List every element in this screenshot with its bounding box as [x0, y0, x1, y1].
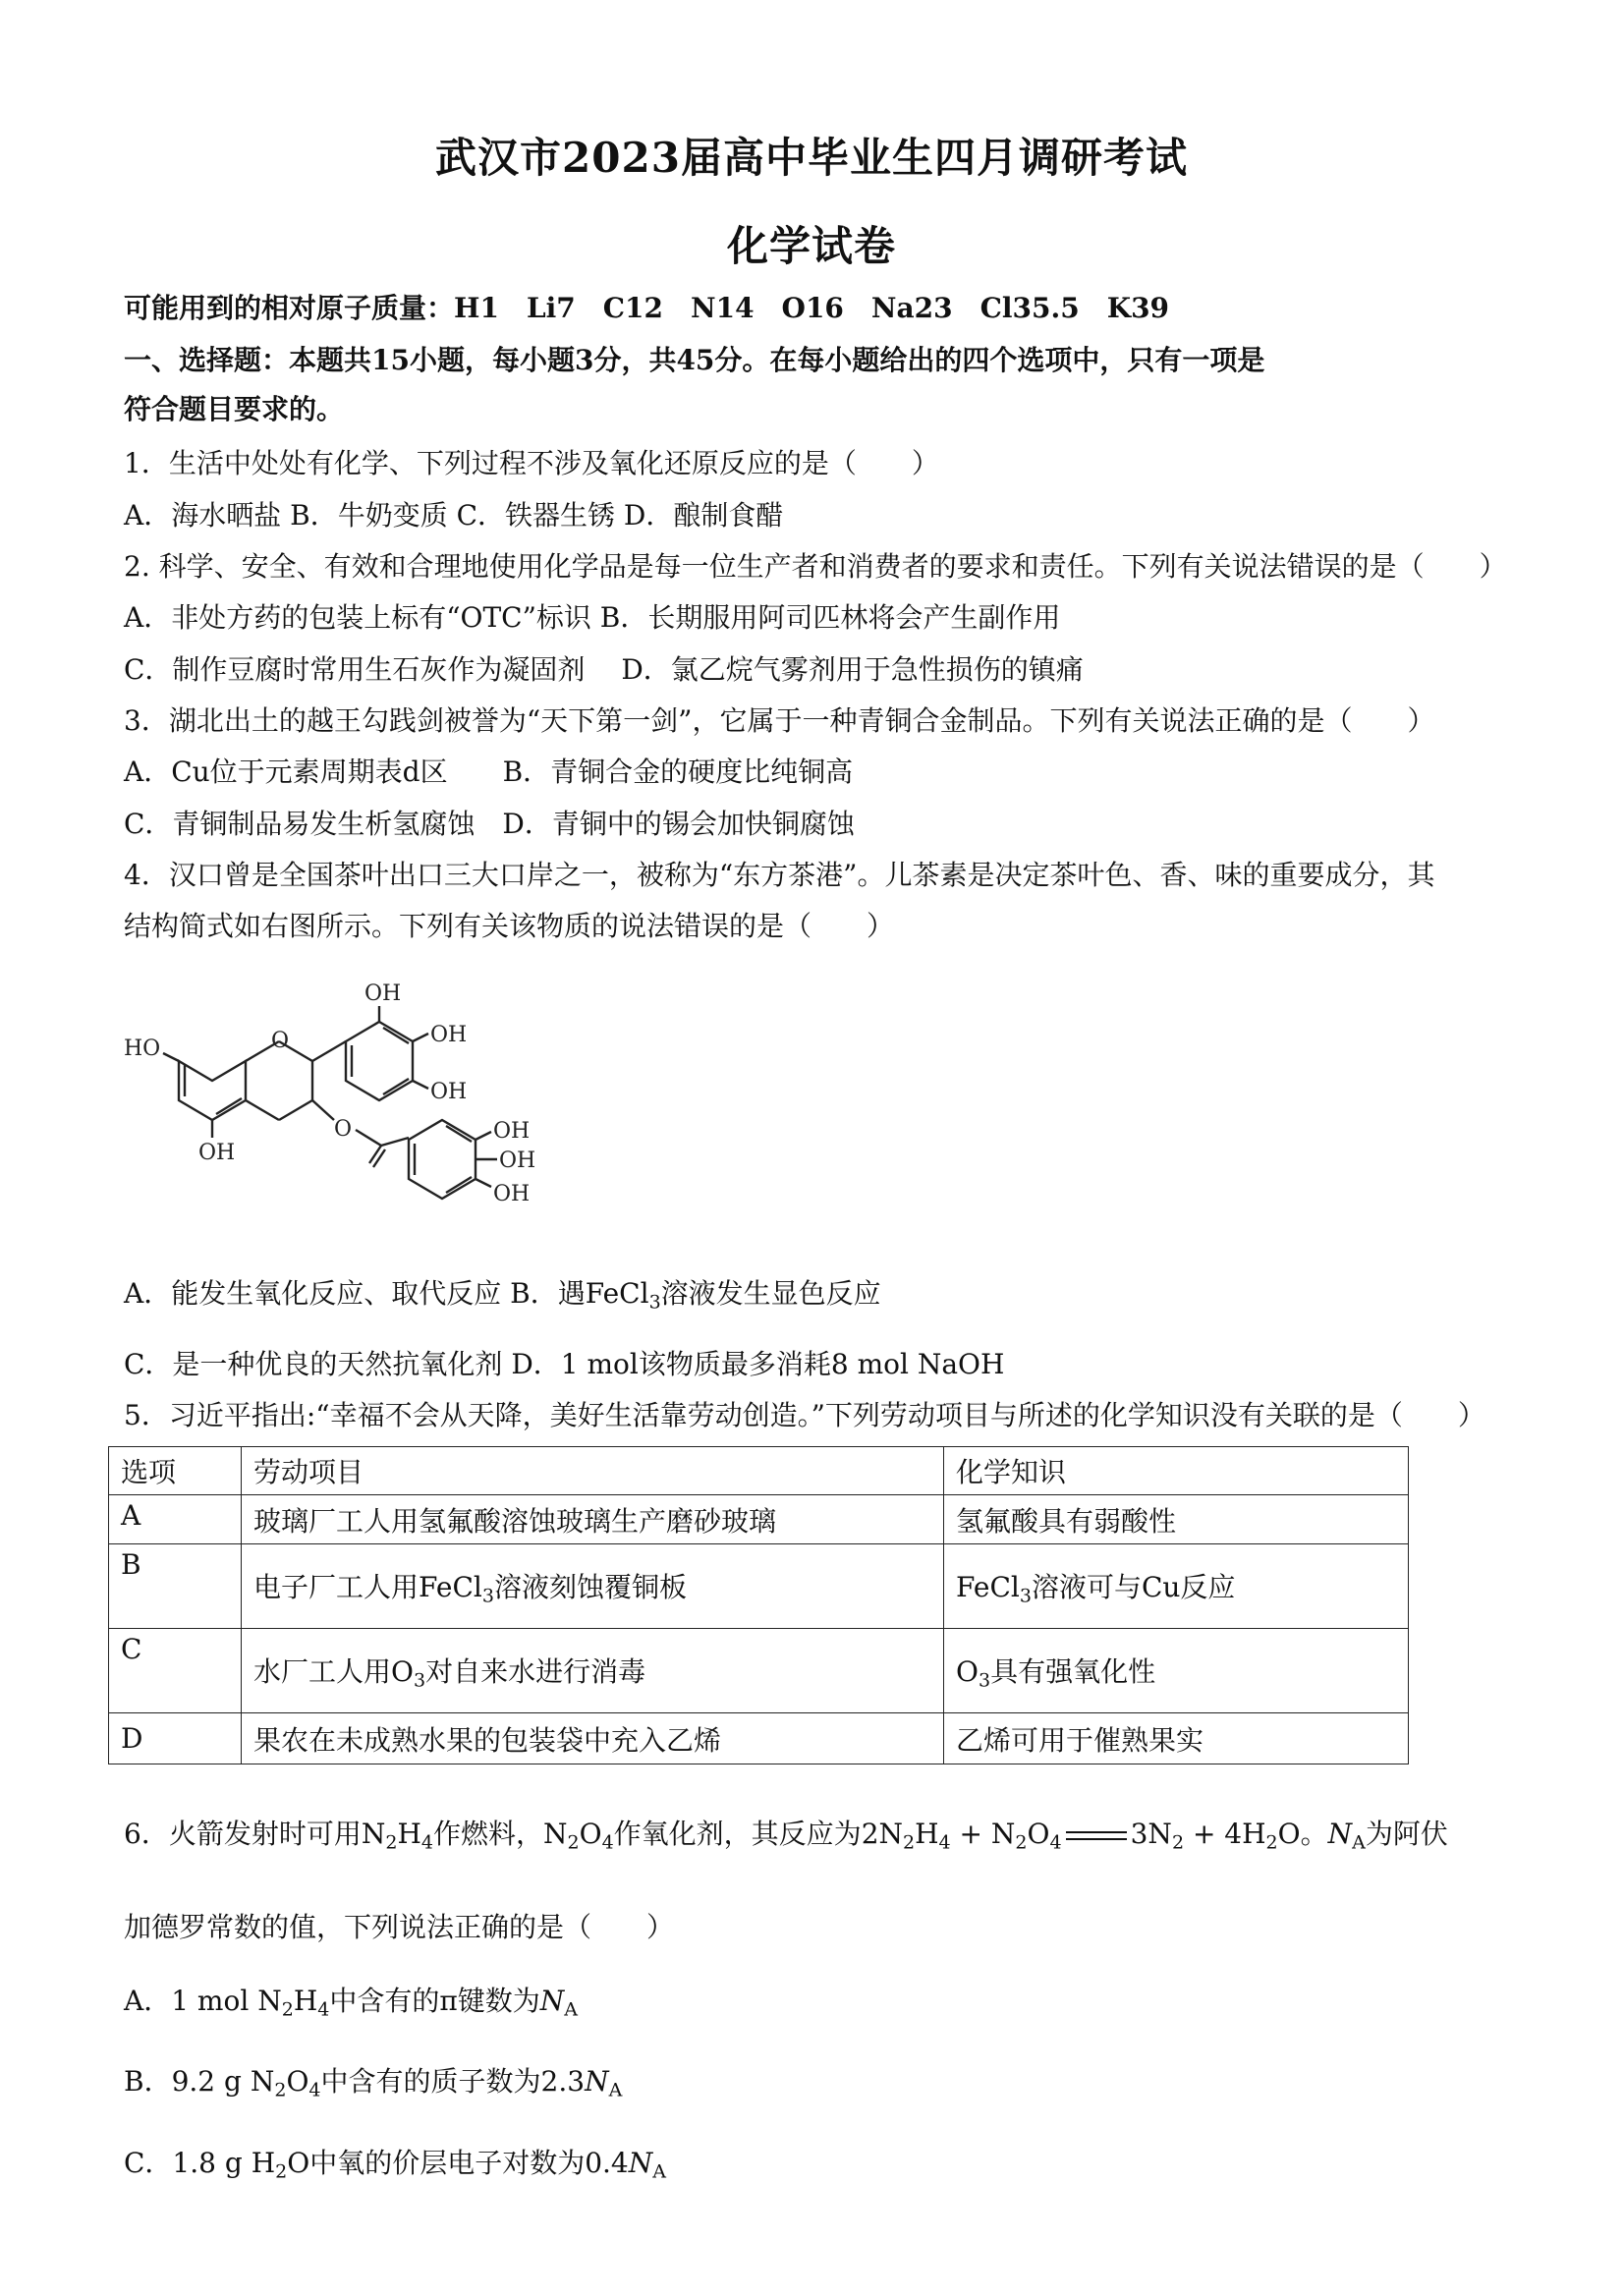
q6-optb-post: 中含有的质子数为2.3 [320, 2065, 586, 2098]
table-row [109, 1495, 1409, 1544]
q6-option-c: C．1.8 g $H_2O$中氧的价层电子对数为$0.4N_A$ [124, 2147, 666, 2183]
q4-options-cd: C．是一种优良的天然抗氧化剂 D．1 mol该物质最多消耗8 mol NaOH [124, 1348, 1005, 1380]
row-c-labor-formula: O [391, 1654, 414, 1688]
row-c-know-formula: O [956, 1654, 979, 1688]
row-b-option: B [109, 1544, 242, 1629]
header-knowledge: 化学知识 [944, 1447, 1409, 1495]
row-c-know-sub: 3 [978, 1669, 991, 1692]
row-c-option: C [109, 1629, 242, 1713]
q6-optc-pre: C．1.8 g [124, 2147, 252, 2179]
q6-pre: 6．火箭发射时可用 [124, 1818, 362, 1850]
row-c-know-post: 具有强氧化性 [990, 1654, 1156, 1688]
q6-na: 为阿伏 [1365, 1818, 1448, 1850]
q6-option-a: A．1 mol $N_2H_4$中含有的π键数为$N_A$ [124, 1985, 578, 2021]
row-b-labor-formula: FeCl [419, 1570, 482, 1603]
struct-g-oh-top: OH [493, 1119, 531, 1144]
struct-oh-right: OH [430, 1080, 468, 1104]
struct-g-oh-mid: OH [499, 1148, 536, 1173]
q3-options-cd: C．青铜制品易发生析氢腐蚀 D．青铜中的锡会加快铜腐蚀 [124, 808, 855, 840]
q6-oxid: 作氧化剂，其反应为 [613, 1818, 862, 1850]
q3-stem: 3．湖北出土的越王勾践剑被誉为“天下第一剑”，它属于一种青铜合金制品。下列有关说法正确的是（ ） [124, 704, 1435, 737]
struct-ester-o: O [334, 1117, 353, 1142]
q2-options-cd: C．制作豆腐时常用生石灰作为凝固剂 D．氯乙烷气雾剂用于急性损伤的镇痛 [124, 653, 1084, 686]
q4-stem-line2: 结构简式如右图所示。下列有关该物质的说法错误的是（ ） [124, 910, 895, 942]
row-b-knowledge [944, 1544, 1409, 1629]
table-row [109, 1544, 1409, 1629]
catechin-structure-diagram [124, 973, 556, 1238]
table-row [109, 1713, 1409, 1764]
struct-ring-o: O [271, 1029, 290, 1053]
q5-table [108, 1446, 1409, 1764]
q4-optb-sub: 3 [648, 1291, 661, 1314]
q6-optc-post: 中氧的价层电子对数为0.4 [309, 2147, 629, 2179]
q1-options: A．海水晒盐 B．牛奶变质 C．铁器生锈 D．酿制食醋 [124, 499, 784, 532]
q4-stem-line1: 4．汉口曾是全国茶叶出口三大口岸之一，被称为“东方茶港”。儿茶素是决定茶叶色、香、味的重要成分，其 [124, 859, 1435, 891]
row-b-know-formula: FeCl [956, 1570, 1020, 1603]
row-c-labor-post: 对自来水进行消毒 [425, 1654, 646, 1688]
q2-options-ab: A．非处方药的包装上标有“OTC”标识 B．长期服用阿司匹林将会产生副作用 [124, 601, 1061, 634]
q6-fuel: 作燃料， [432, 1818, 543, 1850]
row-d-knowledge: 乙烯可用于催熟果实 [944, 1713, 1409, 1764]
exam-subtitle: 化学试卷 [726, 222, 896, 270]
row-b-know-post: 溶液可与Cu反应 [1031, 1570, 1236, 1603]
q4-optb-formula: FeCl [585, 1277, 649, 1310]
header-labor: 劳动项目 [242, 1447, 944, 1495]
struct-oh-bottom: OH [198, 1141, 236, 1165]
row-c-knowledge [944, 1629, 1409, 1713]
row-d-option: D [109, 1713, 242, 1764]
row-c-labor-pre: 水厂工人用 [253, 1654, 392, 1688]
row-a-option: A [109, 1495, 242, 1544]
row-b-labor-sub: 3 [481, 1585, 494, 1607]
q5-stem: 5．习近平指出:“幸福不会从天降，美好生活靠劳动创造。”下列劳动项目与所述的化学知识没有关联的是（ ） [124, 1399, 1485, 1431]
q6-optb-pre: B．9.2 g [124, 2065, 251, 2098]
q4-optb-tail: 溶液发生显色反应 [660, 1277, 881, 1310]
row-d-labor: 果农在未成熟水果的包装袋中充入乙烯 [242, 1713, 944, 1764]
row-b-labor [242, 1544, 944, 1629]
table-row [109, 1629, 1409, 1713]
row-c-labor-sub: 3 [413, 1669, 426, 1692]
section-heading-line1: 一、选择题：本题共15小题，每小题3分，共45分。在每小题给出的四个选项中，只有一项是 [124, 344, 1265, 376]
q6-opta-pre: A．1 mol [124, 1985, 258, 2017]
section-heading-line2: 符合题目要求的。 [124, 393, 345, 425]
equals-arrow-icon [1062, 1826, 1131, 1846]
row-b-know-sub: 3 [1019, 1585, 1032, 1607]
struct-oh-mid: OH [430, 1023, 468, 1047]
row-b-labor-post: 溶液刻蚀覆铜板 [493, 1570, 687, 1603]
q1-stem: 1．生活中处处有化学、下列过程不涉及氧化还原反应的是（ ） [124, 447, 939, 479]
q4-options-ab [124, 1277, 881, 1318]
struct-oh-top: OH [364, 981, 402, 1006]
atomic-masses: 可能用到的相对原子质量：H1 Li7 C12 N14 O16 Na23 Cl35.5 K39 [124, 292, 1170, 324]
q3-options-ab: A．Cu位于元素周期表d区 B．青铜合金的硬度比纯铜高 [124, 756, 854, 788]
q4-option-a: A．能发生氧化反应、取代反应 B．遇 [124, 1277, 586, 1310]
row-a-labor: 玻璃厂工人用氢氟酸溶蚀玻璃生产磨砂玻璃 [242, 1495, 944, 1544]
exam-title: 武汉市2023届高中毕业生四月调研考试 [435, 134, 1188, 182]
row-a-knowledge: 氢氟酸具有弱酸性 [944, 1495, 1409, 1544]
q6-opta-post: 中含有的π键数为 [329, 1985, 540, 2017]
struct-ho-left: HO [124, 1036, 161, 1061]
q6-stem-line2: 加德罗常数的值，下列说法正确的是（ ） [124, 1911, 675, 1943]
table-header-row [109, 1447, 1409, 1495]
q6-stem-line1: 6．火箭发射时可用$N_2H_4$作燃料，$N_2O_4$作氧化剂，其反应为$2N_2H_4 + N_2O_4$ $3N_2 + 4H_2O$。$N_A$为阿伏 [124, 1818, 1448, 1854]
q2-stem: 2. 科学、安全、有效和合理地使用化学品是每一位生产者和消费者的要求和责任。下列有关说法错误的是（ ） [124, 550, 1507, 583]
row-b-labor-pre: 电子厂工人用 [253, 1570, 420, 1603]
q6-option-b: B．9.2 g $N_2O_4$中含有的质子数为$2.3N_A$ [124, 2065, 623, 2101]
struct-g-oh-bot: OH [493, 1182, 531, 1206]
row-c-labor [242, 1629, 944, 1713]
header-option: 选项 [109, 1447, 242, 1495]
q6-tail: 。 [1300, 1818, 1328, 1850]
